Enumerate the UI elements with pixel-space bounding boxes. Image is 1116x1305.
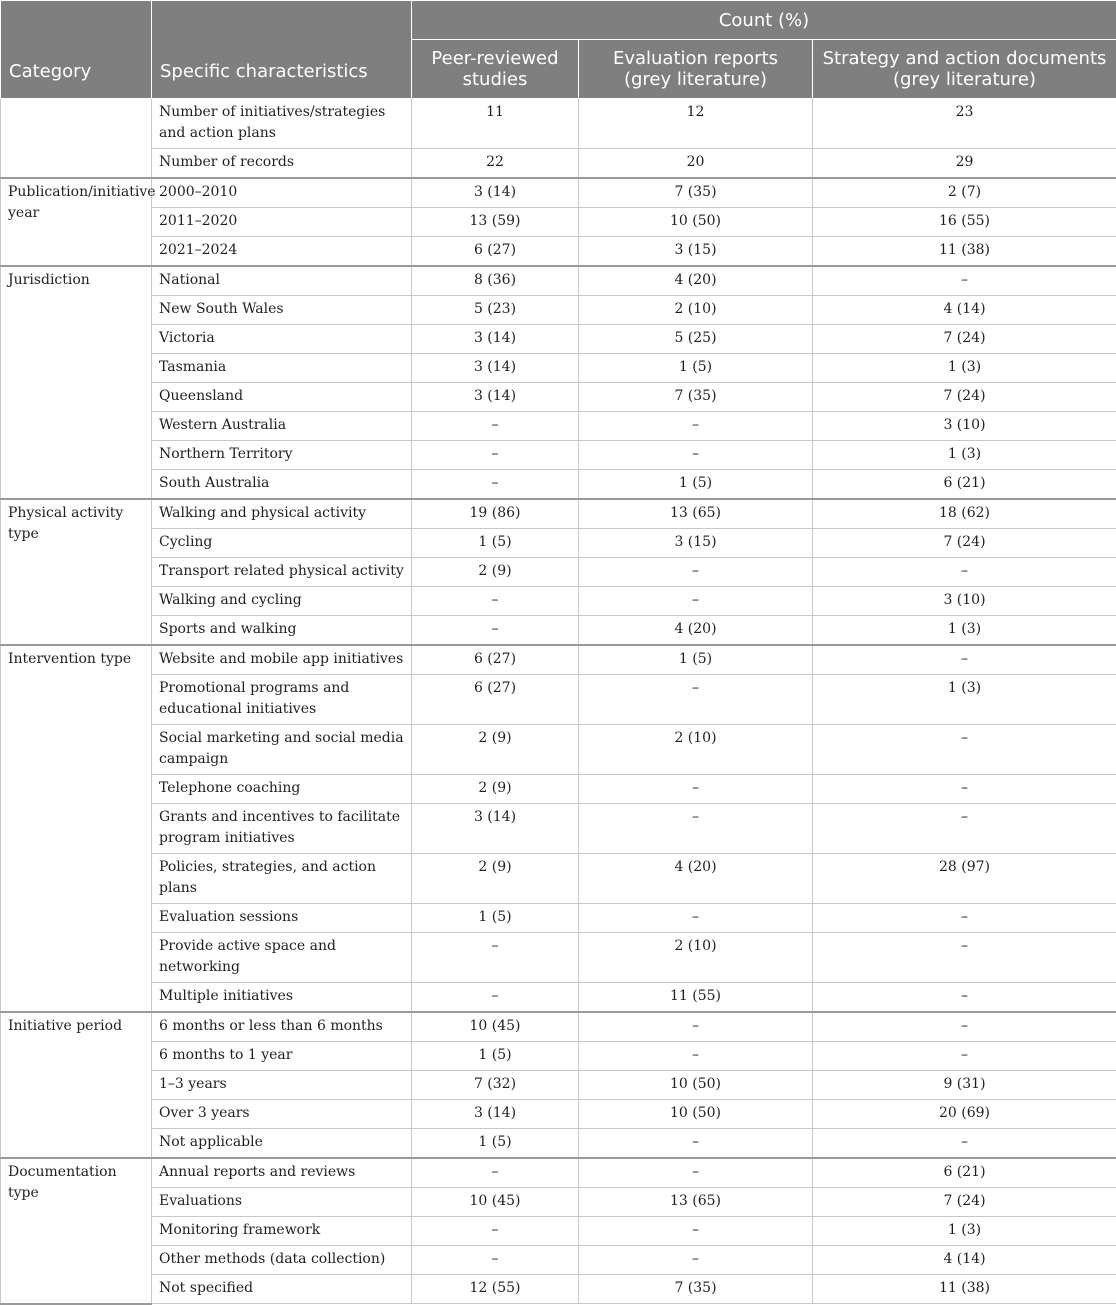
peer-reviewed-count: 11 bbox=[412, 99, 579, 149]
table-row bbox=[1, 1188, 1116, 1217]
evaluation-reports-count: 1 (5) bbox=[579, 470, 813, 500]
strategy-documents-count: 18 (62) bbox=[813, 499, 1116, 529]
header-peer-reviewed: Peer-reviewed studies bbox=[412, 40, 579, 99]
evaluation-reports-count: 2 (10) bbox=[579, 933, 813, 983]
peer-reviewed-count: 1 (5) bbox=[412, 904, 579, 933]
peer-reviewed-count: 1 (5) bbox=[412, 1042, 579, 1071]
table-row bbox=[1, 1042, 1116, 1071]
table-row bbox=[1, 904, 1116, 933]
characteristic-cell: Website and mobile app initiatives bbox=[152, 645, 412, 675]
characteristic-cell: New South Wales bbox=[152, 296, 412, 325]
characteristic-cell: 2000–2010 bbox=[152, 178, 412, 208]
table-row bbox=[1, 804, 1116, 854]
evaluation-reports-count: – bbox=[579, 904, 813, 933]
characteristic-cell: Number of records bbox=[152, 149, 412, 179]
characteristic-cell: Northern Territory bbox=[152, 441, 412, 470]
peer-reviewed-count: – bbox=[412, 587, 579, 616]
peer-reviewed-count: 2 (9) bbox=[412, 558, 579, 587]
strategy-documents-count: – bbox=[813, 983, 1116, 1013]
category-cell: Initiative period bbox=[1, 1012, 152, 1158]
characteristic-cell: Western Australia bbox=[152, 412, 412, 441]
table-row bbox=[1, 933, 1116, 983]
evaluation-reports-count: 13 (65) bbox=[579, 499, 813, 529]
evaluation-reports-count: 2 (10) bbox=[579, 296, 813, 325]
strategy-documents-count: 28 (97) bbox=[813, 854, 1116, 904]
peer-reviewed-count: 3 (14) bbox=[412, 354, 579, 383]
strategy-documents-count: 3 (10) bbox=[813, 412, 1116, 441]
evaluation-reports-count: – bbox=[579, 587, 813, 616]
characteristic-cell: Social marketing and social media campaign bbox=[152, 725, 412, 775]
evaluation-reports-count: – bbox=[579, 1158, 813, 1188]
characteristic-cell: 1–3 years bbox=[152, 1071, 412, 1100]
evaluation-reports-count: 10 (50) bbox=[579, 208, 813, 237]
table-row bbox=[1, 1158, 1116, 1188]
characteristic-cell: Tasmania bbox=[152, 354, 412, 383]
peer-reviewed-count: 3 (14) bbox=[412, 325, 579, 354]
peer-reviewed-count: – bbox=[412, 1158, 579, 1188]
strategy-documents-count: – bbox=[813, 1042, 1116, 1071]
table-row bbox=[1, 1217, 1116, 1246]
strategy-documents-count: – bbox=[813, 904, 1116, 933]
evaluation-reports-count: 1 (5) bbox=[579, 645, 813, 675]
table-row bbox=[1, 99, 1116, 149]
table-row bbox=[1, 354, 1116, 383]
category-cell: Documentation type bbox=[1, 1158, 152, 1304]
peer-reviewed-count: 1 (5) bbox=[412, 529, 579, 558]
strategy-documents-count: 23 bbox=[813, 99, 1116, 149]
table-row bbox=[1, 208, 1116, 237]
table-row bbox=[1, 558, 1116, 587]
characteristic-cell: 2011–2020 bbox=[152, 208, 412, 237]
peer-reviewed-count: 5 (23) bbox=[412, 296, 579, 325]
category-cell: Physical activity type bbox=[1, 499, 152, 645]
table-row bbox=[1, 775, 1116, 804]
table-row bbox=[1, 529, 1116, 558]
table-body bbox=[1, 99, 1116, 1304]
strategy-documents-count: – bbox=[813, 558, 1116, 587]
evaluation-reports-count: 1 (5) bbox=[579, 354, 813, 383]
strategy-documents-count: 20 (69) bbox=[813, 1100, 1116, 1129]
evaluation-reports-count: 2 (10) bbox=[579, 725, 813, 775]
strategy-documents-count: 1 (3) bbox=[813, 1217, 1116, 1246]
strategy-documents-count: 11 (38) bbox=[813, 237, 1116, 267]
evaluation-reports-count: – bbox=[579, 1246, 813, 1275]
table-row bbox=[1, 1071, 1116, 1100]
peer-reviewed-count: 6 (27) bbox=[412, 237, 579, 267]
table-row bbox=[1, 412, 1116, 441]
header-strategy-documents: Strategy and action documents (grey literature) bbox=[813, 40, 1116, 99]
strategy-documents-count: 7 (24) bbox=[813, 325, 1116, 354]
characteristic-cell: South Australia bbox=[152, 470, 412, 500]
strategy-documents-count: 6 (21) bbox=[813, 1158, 1116, 1188]
table-row bbox=[1, 149, 1116, 179]
peer-reviewed-count: – bbox=[412, 933, 579, 983]
table-header bbox=[1, 1, 1116, 99]
table-row bbox=[1, 587, 1116, 616]
table-row bbox=[1, 1129, 1116, 1159]
characteristic-cell: Walking and physical activity bbox=[152, 499, 412, 529]
strategy-documents-count: 11 (38) bbox=[813, 1275, 1116, 1304]
evaluation-reports-count: 10 (50) bbox=[579, 1071, 813, 1100]
table-row bbox=[1, 237, 1116, 267]
evaluation-reports-count: 3 (15) bbox=[579, 529, 813, 558]
evaluation-reports-count: 3 (15) bbox=[579, 237, 813, 267]
strategy-documents-count: 3 (10) bbox=[813, 587, 1116, 616]
header-count-percent: Count (%) bbox=[412, 1, 1116, 40]
table-row bbox=[1, 725, 1116, 775]
characteristic-cell: Transport related physical activity bbox=[152, 558, 412, 587]
strategy-documents-count: – bbox=[813, 775, 1116, 804]
evaluation-reports-count: 12 bbox=[579, 99, 813, 149]
evaluation-reports-count: – bbox=[579, 441, 813, 470]
evaluation-reports-count: 4 (20) bbox=[579, 616, 813, 646]
peer-reviewed-count: 12 (55) bbox=[412, 1275, 579, 1304]
characteristic-cell: Over 3 years bbox=[152, 1100, 412, 1129]
peer-reviewed-count: 3 (14) bbox=[412, 804, 579, 854]
characteristic-cell: Grants and incentives to facilitate program initiatives bbox=[152, 804, 412, 854]
strategy-documents-count: – bbox=[813, 725, 1116, 775]
characteristic-cell: Walking and cycling bbox=[152, 587, 412, 616]
characteristic-cell: Evaluations bbox=[152, 1188, 412, 1217]
evaluation-reports-count: – bbox=[579, 412, 813, 441]
table-row bbox=[1, 296, 1116, 325]
characteristic-cell: 2021–2024 bbox=[152, 237, 412, 267]
table-row bbox=[1, 1012, 1116, 1042]
strategy-documents-count: 7 (24) bbox=[813, 383, 1116, 412]
evaluation-reports-count: – bbox=[579, 558, 813, 587]
characteristic-cell: 6 months to 1 year bbox=[152, 1042, 412, 1071]
peer-reviewed-count: – bbox=[412, 983, 579, 1013]
strategy-documents-count: – bbox=[813, 1129, 1116, 1159]
peer-reviewed-count: 2 (9) bbox=[412, 854, 579, 904]
category-cell: Intervention type bbox=[1, 645, 152, 1012]
characteristic-cell: Cycling bbox=[152, 529, 412, 558]
characteristic-cell: Not specified bbox=[152, 1275, 412, 1304]
characteristic-cell: Multiple initiatives bbox=[152, 983, 412, 1013]
table-row bbox=[1, 266, 1116, 296]
strategy-documents-count: – bbox=[813, 266, 1116, 296]
strategy-documents-count: 1 (3) bbox=[813, 675, 1116, 725]
strategy-documents-count: 29 bbox=[813, 149, 1116, 179]
strategy-documents-count: 1 (3) bbox=[813, 441, 1116, 470]
evaluation-reports-count: 20 bbox=[579, 149, 813, 179]
peer-reviewed-count: – bbox=[412, 1217, 579, 1246]
characteristic-cell: Annual reports and reviews bbox=[152, 1158, 412, 1188]
evaluation-reports-count: – bbox=[579, 1012, 813, 1042]
characteristic-cell: Evaluation sessions bbox=[152, 904, 412, 933]
peer-reviewed-count: 22 bbox=[412, 149, 579, 179]
peer-reviewed-count: 19 (86) bbox=[412, 499, 579, 529]
peer-reviewed-count: 3 (14) bbox=[412, 178, 579, 208]
table-row bbox=[1, 441, 1116, 470]
table-row bbox=[1, 470, 1116, 500]
strategy-documents-count: 6 (21) bbox=[813, 470, 1116, 500]
peer-reviewed-count: 2 (9) bbox=[412, 775, 579, 804]
evaluation-reports-count: – bbox=[579, 804, 813, 854]
peer-reviewed-count: 2 (9) bbox=[412, 725, 579, 775]
peer-reviewed-count: 7 (32) bbox=[412, 1071, 579, 1100]
strategy-documents-count: 4 (14) bbox=[813, 296, 1116, 325]
category-cell: Publication/initiative year bbox=[1, 178, 152, 266]
evaluation-reports-count: – bbox=[579, 1042, 813, 1071]
peer-reviewed-count: – bbox=[412, 1246, 579, 1275]
evaluation-reports-count: 7 (35) bbox=[579, 1275, 813, 1304]
peer-reviewed-count: 10 (45) bbox=[412, 1188, 579, 1217]
table-row bbox=[1, 675, 1116, 725]
table-row bbox=[1, 1275, 1116, 1304]
strategy-documents-count: 16 (55) bbox=[813, 208, 1116, 237]
evaluation-reports-count: 11 (55) bbox=[579, 983, 813, 1013]
strategy-documents-count: – bbox=[813, 933, 1116, 983]
peer-reviewed-count: – bbox=[412, 616, 579, 646]
table-row bbox=[1, 325, 1116, 354]
strategy-documents-count: – bbox=[813, 804, 1116, 854]
evaluation-reports-count: 13 (65) bbox=[579, 1188, 813, 1217]
characteristic-cell: Telephone coaching bbox=[152, 775, 412, 804]
table-row bbox=[1, 383, 1116, 412]
strategy-documents-count: 1 (3) bbox=[813, 616, 1116, 646]
evaluation-reports-count: – bbox=[579, 675, 813, 725]
table-row bbox=[1, 645, 1116, 675]
table-row bbox=[1, 854, 1116, 904]
peer-reviewed-count: – bbox=[412, 412, 579, 441]
characteristic-cell: 6 months or less than 6 months bbox=[152, 1012, 412, 1042]
peer-reviewed-count: 13 (59) bbox=[412, 208, 579, 237]
characteristic-cell: Not applicable bbox=[152, 1129, 412, 1159]
table-row bbox=[1, 499, 1116, 529]
evaluation-reports-count: – bbox=[579, 775, 813, 804]
characteristic-cell: Provide active space and networking bbox=[152, 933, 412, 983]
evaluation-reports-count: 4 (20) bbox=[579, 854, 813, 904]
strategy-documents-count: 1 (3) bbox=[813, 354, 1116, 383]
characteristic-cell: Number of initiatives/strategies and action plans bbox=[152, 99, 412, 149]
peer-reviewed-count: 3 (14) bbox=[412, 1100, 579, 1129]
header-category: Category bbox=[1, 1, 152, 99]
table-row bbox=[1, 1246, 1116, 1275]
characteristic-cell: Sports and walking bbox=[152, 616, 412, 646]
evaluation-reports-count: 7 (35) bbox=[579, 178, 813, 208]
category-cell bbox=[1, 99, 152, 179]
characteristic-cell: Other methods (data collection) bbox=[152, 1246, 412, 1275]
peer-reviewed-count: 6 (27) bbox=[412, 675, 579, 725]
evaluation-reports-count: – bbox=[579, 1217, 813, 1246]
table-row bbox=[1, 616, 1116, 646]
category-cell: Jurisdiction bbox=[1, 266, 152, 499]
strategy-documents-count: 9 (31) bbox=[813, 1071, 1116, 1100]
header-specific-characteristics: Specific characteristics bbox=[152, 1, 412, 99]
evaluation-reports-count: 10 (50) bbox=[579, 1100, 813, 1129]
characteristic-cell: National bbox=[152, 266, 412, 296]
peer-reviewed-count: – bbox=[412, 441, 579, 470]
peer-reviewed-count: 10 (45) bbox=[412, 1012, 579, 1042]
table-row bbox=[1, 983, 1116, 1013]
evaluation-reports-count: – bbox=[579, 1129, 813, 1159]
peer-reviewed-count: 3 (14) bbox=[412, 383, 579, 412]
strategy-documents-count: 2 (7) bbox=[813, 178, 1116, 208]
evaluation-reports-count: 5 (25) bbox=[579, 325, 813, 354]
characteristic-cell: Monitoring framework bbox=[152, 1217, 412, 1246]
peer-reviewed-count: – bbox=[412, 470, 579, 500]
strategy-documents-count: 4 (14) bbox=[813, 1246, 1116, 1275]
evaluation-reports-count: 7 (35) bbox=[579, 383, 813, 412]
header-evaluation-reports: Evaluation reports (grey literature) bbox=[579, 40, 813, 99]
characteristic-cell: Victoria bbox=[152, 325, 412, 354]
peer-reviewed-count: 8 (36) bbox=[412, 266, 579, 296]
evaluation-reports-count: 4 (20) bbox=[579, 266, 813, 296]
strategy-documents-count: 7 (24) bbox=[813, 529, 1116, 558]
characteristic-cell: Queensland bbox=[152, 383, 412, 412]
characteristic-cell: Policies, strategies, and action plans bbox=[152, 854, 412, 904]
characteristic-cell: Promotional programs and educational initiatives bbox=[152, 675, 412, 725]
peer-reviewed-count: 6 (27) bbox=[412, 645, 579, 675]
table-row bbox=[1, 178, 1116, 208]
strategy-documents-count: – bbox=[813, 645, 1116, 675]
strategy-documents-count: 7 (24) bbox=[813, 1188, 1116, 1217]
strategy-documents-count: – bbox=[813, 1012, 1116, 1042]
peer-reviewed-count: 1 (5) bbox=[412, 1129, 579, 1159]
